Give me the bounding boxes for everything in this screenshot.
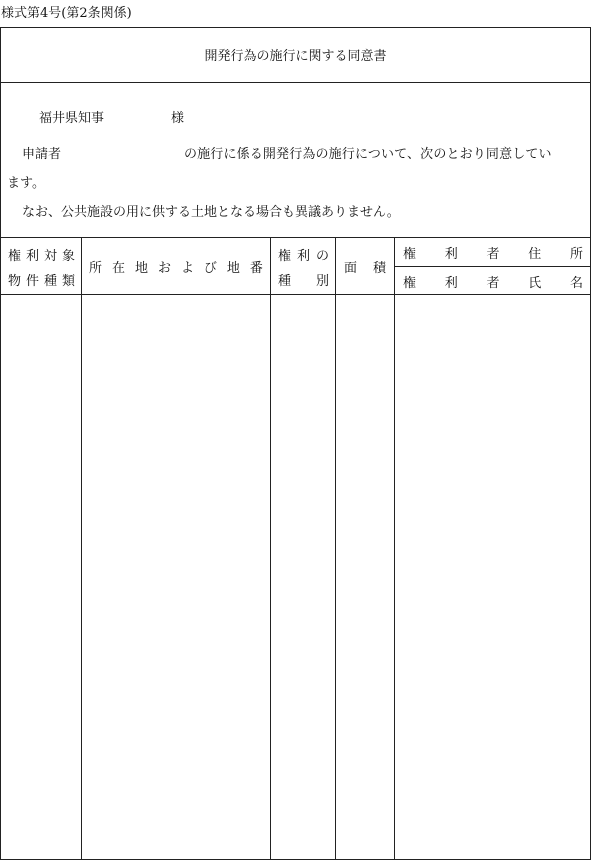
consent-statement-line3: なお、公共施設の用に供する土地となる場合も異議ありません。 <box>22 205 400 220</box>
consent-form <box>0 27 591 860</box>
header-holder-address: 権 利 者 住 所 <box>403 247 583 262</box>
table-top-border <box>1 237 590 238</box>
header-rights-of: 権 利 の <box>278 249 329 264</box>
header-property-type: 物 件 種 類 <box>8 274 75 289</box>
applicant-label: 申請者 <box>22 147 62 162</box>
header-holder-name: 権 利 者 氏 名 <box>403 276 583 291</box>
honorific: 様 <box>171 111 185 126</box>
column-divider-4 <box>394 237 395 859</box>
address-name-divider <box>394 266 590 267</box>
table-header-bottom-border <box>1 294 590 295</box>
header-rights-target: 権 利 対 象 <box>8 249 75 264</box>
header-area: 面 積 <box>344 261 386 276</box>
header-location: 所 在 地 お よ び 地 番 <box>89 261 263 276</box>
header-rights-type: 種 別 <box>278 274 329 289</box>
column-divider-1 <box>81 237 82 859</box>
column-divider-2 <box>270 237 271 859</box>
consent-statement-line2: ます。 <box>7 176 45 191</box>
column-divider-3 <box>335 237 336 859</box>
title-row <box>1 28 590 83</box>
form-number: 様式第4号(第2条関係) <box>1 6 132 21</box>
page-title: 開発行為の施行に関する同意書 <box>204 49 387 64</box>
consent-statement-line1: の施行に係る開発行為の施行について、次のとおり同意してい <box>184 147 552 162</box>
addressee: 福井県知事 <box>39 111 105 126</box>
